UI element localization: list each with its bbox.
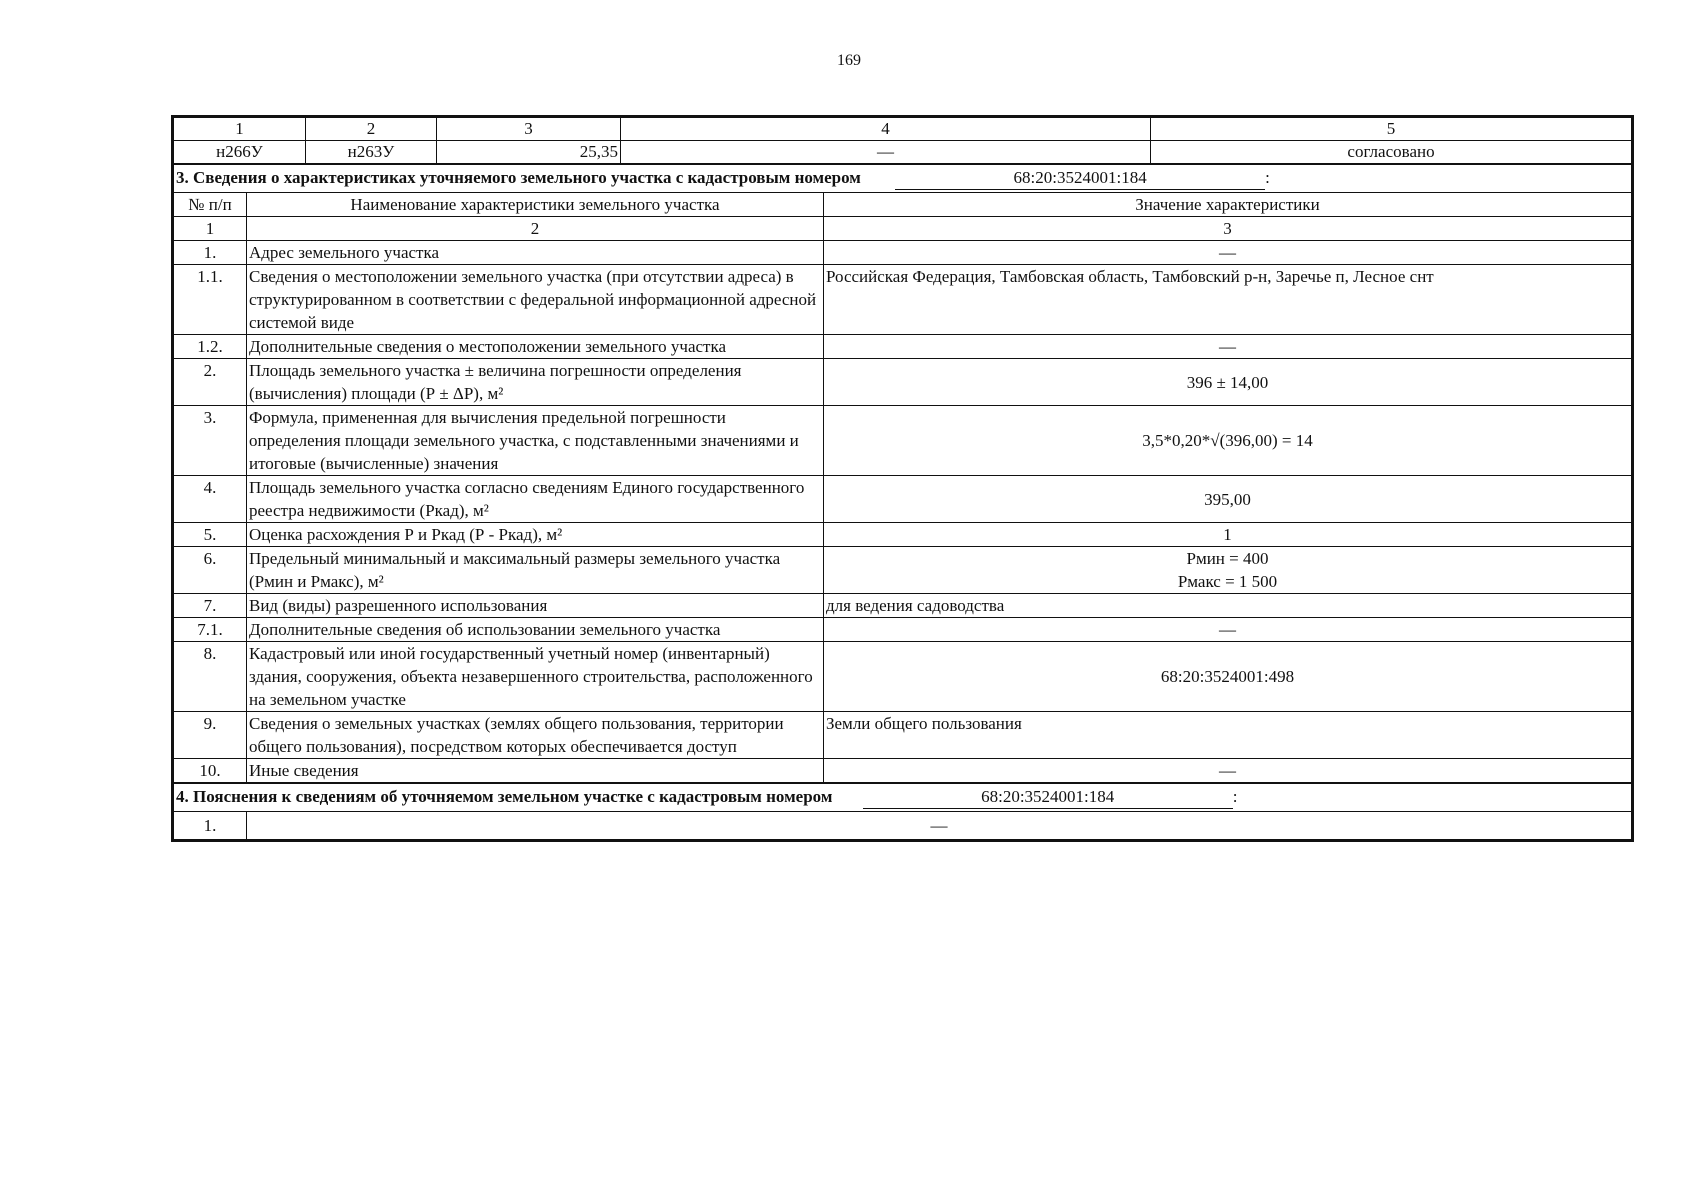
table-row	[174, 594, 1632, 618]
row-value: 1	[824, 523, 1632, 547]
row-name: Дополнительные сведения о местоположении земельного участка	[247, 335, 824, 359]
row-number: 1.2.	[174, 335, 247, 359]
section3-suffix: :	[1265, 168, 1270, 187]
row-number: 4.	[174, 476, 247, 523]
top-cell: н263У	[306, 141, 437, 164]
row-name: Оценка расхождения Р и Ркад (Р - Ркад), м²	[247, 523, 824, 547]
top-table-row	[174, 141, 1632, 164]
table-row	[174, 812, 1632, 840]
row-number: 1.1.	[174, 265, 247, 335]
row-value: —	[824, 335, 1632, 359]
col-number: 3	[824, 217, 1632, 241]
section4-cadastral-number: 68:20:3524001:184	[863, 786, 1233, 809]
section3-heading	[174, 165, 1632, 193]
table-row	[174, 241, 1632, 265]
table-row	[174, 618, 1632, 642]
top-table	[173, 117, 1632, 164]
col-number: 2	[247, 217, 824, 241]
page-number: 169	[837, 52, 861, 69]
row-name: Адрес земельного участка	[247, 241, 824, 265]
table-row	[174, 476, 1632, 523]
top-header-cell: 3	[437, 118, 621, 141]
row-number: 7.1.	[174, 618, 247, 642]
row-name: Иные сведения	[247, 759, 824, 783]
row-number: 8.	[174, 642, 247, 712]
row-value: для ведения садоводства	[824, 594, 1632, 618]
table-row	[174, 547, 1632, 594]
row-number: 7.	[174, 594, 247, 618]
table-row	[174, 335, 1632, 359]
table-row	[174, 265, 1632, 335]
col-header: № п/п	[174, 193, 247, 217]
row-number: 9.	[174, 712, 247, 759]
col-header: Наименование характеристики земельного участка	[247, 193, 824, 217]
row-number: 1.	[174, 241, 247, 265]
row-value: 3,5*0,20*√(396,00) = 14	[824, 406, 1632, 476]
row-name: Площадь земельного участка согласно сведениям Единого государственного реестра недвижимости (Ркад), м²	[247, 476, 824, 523]
row-name: Предельный минимальный и максимальный размеры земельного участка (Рмин и Рмакс), м²	[247, 547, 824, 594]
row-value-min: Рмин = 400	[1186, 549, 1269, 568]
row-value: —	[824, 759, 1632, 783]
section3-table	[173, 164, 1632, 783]
section3-title: 3. Сведения о характеристиках уточняемого земельного участка с кадастровым номером	[176, 168, 861, 187]
row-value: 68:20:3524001:498	[824, 642, 1632, 712]
top-cell: 25,35	[437, 141, 621, 164]
row-name: Сведения о местоположении земельного участка (при отсутствии адреса) в структурированном в соответствии с федеральной информационной адресной системой виде	[247, 265, 824, 335]
table-row	[174, 406, 1632, 476]
section4-heading-row	[174, 784, 1632, 812]
row-value: Российская Федерация, Тамбовская область, Тамбовский р-н, Заречье п, Лесное снт	[824, 265, 1632, 335]
table-row	[174, 759, 1632, 783]
table-row	[174, 642, 1632, 712]
row-value: —	[824, 618, 1632, 642]
top-cell: —	[621, 141, 1151, 164]
table-row	[174, 359, 1632, 406]
row-value: —	[247, 812, 1632, 840]
row-name: Дополнительные сведения об использовании земельного участка	[247, 618, 824, 642]
document-table	[171, 115, 1634, 842]
row-number: 2.	[174, 359, 247, 406]
col-number: 1	[174, 217, 247, 241]
row-number: 10.	[174, 759, 247, 783]
row-number: 5.	[174, 523, 247, 547]
row-value-max: Рмакс = 1 500	[1177, 572, 1278, 591]
col-header: Значение характеристики	[824, 193, 1632, 217]
top-cell: согласовано	[1151, 141, 1632, 164]
row-number: 3.	[174, 406, 247, 476]
section3-cadastral-number: 68:20:3524001:184	[895, 167, 1265, 190]
row-number: 6.	[174, 547, 247, 594]
top-cell: н266У	[174, 141, 306, 164]
section3-heading-row	[174, 165, 1632, 193]
top-table-header-row	[174, 118, 1632, 141]
top-header-cell: 2	[306, 118, 437, 141]
top-header-cell: 1	[174, 118, 306, 141]
row-name: Сведения о земельных участках (землях общего пользования, территории общего пользования), посредством которых обеспечивается доступ	[247, 712, 824, 759]
section4-heading	[174, 784, 1632, 812]
row-name: Площадь земельного участка ± величина погрешности определения (вычисления) площади (Р ± ΔР), м²	[247, 359, 824, 406]
row-name: Кадастровый или иной государственный учетный номер (инвентарный) здания, сооружения, объекта незавершенного строительства, расположенного на земельном участке	[247, 642, 824, 712]
section3-col-headers	[174, 193, 1632, 217]
table-row	[174, 712, 1632, 759]
section4-title: 4. Пояснения к сведениям об уточняемом земельном участке с кадастровым номером	[176, 787, 833, 806]
row-name: Формула, примененная для вычисления предельной погрешности определения площади земельного участка, с подставленными значениями и итоговые (вычисленные) значения	[247, 406, 824, 476]
top-header-cell: 4	[621, 118, 1151, 141]
row-value: 396 ± 14,00	[824, 359, 1632, 406]
top-header-cell: 5	[1151, 118, 1632, 141]
section4-suffix: :	[1232, 787, 1238, 806]
row-value: Земли общего пользования	[824, 712, 1632, 759]
row-value: 395,00	[824, 476, 1632, 523]
row-value: —	[824, 241, 1632, 265]
table-row	[174, 523, 1632, 547]
section3-col-numbers	[174, 217, 1632, 241]
section4-table	[173, 783, 1632, 840]
row-name: Вид (виды) разрешенного использования	[247, 594, 824, 618]
row-number: 1.	[174, 812, 247, 840]
row-value	[824, 547, 1632, 594]
